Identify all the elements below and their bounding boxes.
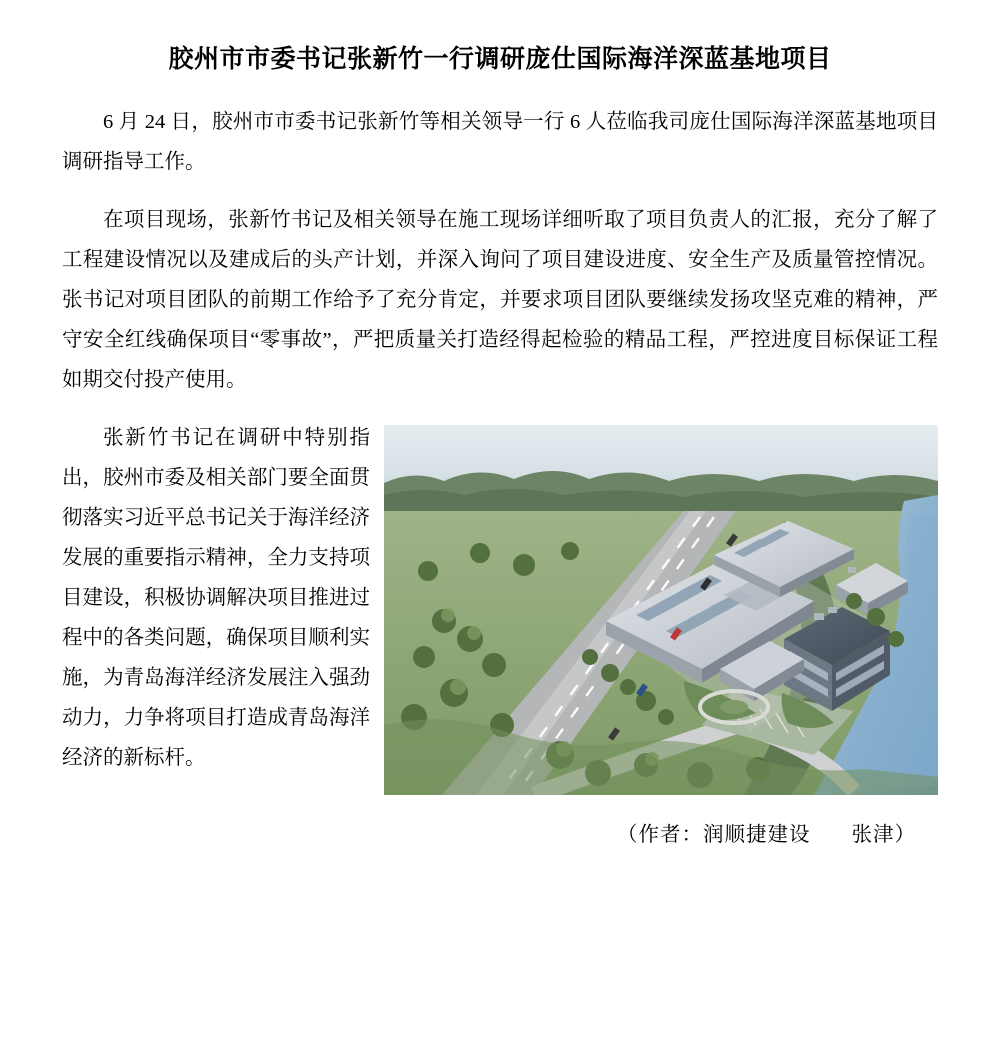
paragraph-1: 6 月 24 日，胶州市市委书记张新竹等相关领导一行 6 人莅临我司庞仕国际海洋深蓝基地项目调研指导工作。	[62, 111, 938, 173]
signature-suffix: ）	[894, 823, 916, 846]
paragraph-3: 张新竹书记在调研中特别指出，胶州市委及相关部门要全面贯彻落实习近平总书记关于海洋经济发展的重要指示精神，全力支持项目建设，积极协调解决项目推进过程中的各类问题，确保项目顺利实施，为青岛海洋经济发展注入强劲动力，力争将项目打造成青岛海洋经济的新标杆。	[62, 426, 370, 769]
paragraph-2: 在项目现场，张新竹书记及相关领导在施工现场详细听取了项目负责人的汇报，充分了解了工程建设情况以及建成后的头产计划，并深入询问了项目建设进度、安全生产及质量管控情况。张书记对项目团队的前期工作给予了充分肯定，并要求项目团队要继续发扬攻坚克难的精神，严守安全红线确保项目“零事故”，严把质量关打造经得起检验的精品工程，严控进度目标保证工程如期交付投产使用。	[62, 208, 938, 391]
page-title: 胶州市市委书记张新竹一行调研庞仕国际海洋深蓝基地项目	[168, 45, 832, 73]
author-signature	[62, 817, 938, 847]
signature-company: 润顺捷建设	[703, 823, 811, 846]
signature-author: 张津	[851, 823, 895, 846]
wrapped-text-block	[62, 419, 938, 801]
project-rendering-figure	[384, 425, 938, 795]
project-rendering-image	[384, 425, 938, 795]
signature-prefix: （作者：	[617, 823, 703, 846]
